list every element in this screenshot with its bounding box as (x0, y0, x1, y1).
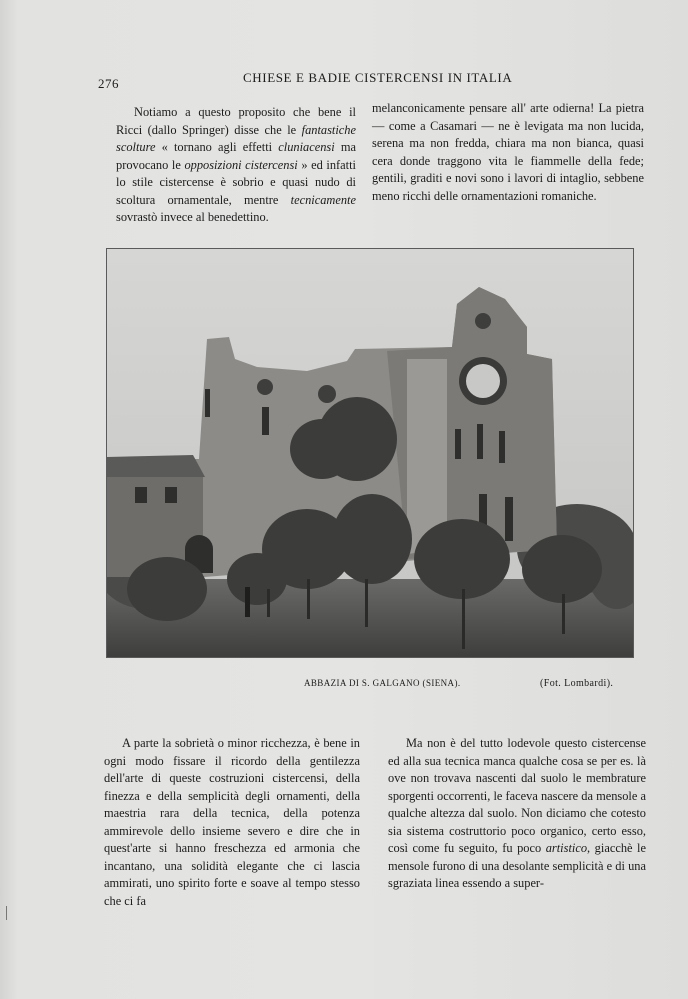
paragraph (388, 735, 646, 893)
italic-run: cluniacensi (278, 140, 335, 154)
running-title: CHIESE E BADIE CISTERCENSI IN ITALIA (243, 70, 513, 85)
text-run: » ed infatti lo stile cistercense è sobrio e quasi nudo di scoltura ornamentale, mentre (116, 157, 356, 207)
page-header (98, 70, 646, 92)
paragraph: A parte la sobrietà o minor ricchezza, è bene in ogni modo fissare il ricordo della gentilezza dell'arte di queste costruzioni cistercensi, della finezza e della semplicità degli ornamenti, della maestria rara della tecnica, della potenza ammirevole dello insieme severo e dire che in quest'arte si hanno freschezza ed armonia che incantano, una solidità elegante che ci lascia ammirati, uno spirito forte e soave al tempo stesso che ci fa (104, 736, 360, 908)
text-column-top-right (372, 100, 644, 205)
text-run: , giacchè le mensole furono di una desolante semplicità e di una sgraziata linea essendo a super- (388, 841, 647, 890)
italic-run: opposizioni cistercensi (184, 157, 298, 172)
text-run: sovrastò invece al benedettino. (116, 210, 269, 224)
text-column-bottom-right (388, 735, 646, 893)
italic-run: tecnicamente (290, 192, 356, 207)
text-column-top-left (116, 104, 356, 227)
text-run: Ma non è del tutto lodevole questo cistercense ed alla sua tecnica manca qualche cosa se per es. là ove non trovava nascenti dal suolo le membrature sporgenti occorrenti, le faceva nascere da mensole a qualche altezza dal suolo. Non diciamo che cotesto sia sistema costruttorio poco organico, certo esso, così come fu seguito, fu poco (388, 736, 646, 855)
text-run: ma provocano le (116, 140, 356, 172)
italic-run: artistico (545, 841, 588, 855)
text-run: « tornano agli effetti (155, 140, 279, 154)
figure-caption: ABBAZIA DI S. GALGANO (SIENA). (304, 678, 461, 688)
standing-figure (245, 587, 250, 617)
text-run: Notiamo a questo proposito che bene il Ricci (dallo Springer) disse che le (116, 105, 356, 137)
page-number: 276 (98, 76, 119, 91)
italic-run: fantastiche scolture (116, 122, 356, 154)
paragraph (116, 104, 356, 227)
abbey-photograph (106, 248, 634, 658)
text-column-bottom-left (104, 735, 360, 910)
margin-mark (6, 906, 7, 920)
paragraph: melanconicamente pensare all' arte odierna! La pietra — come a Casamari — ne è levigata ma non lucida, serena ma non fredda, chiara ma non bianca, quasi cera donde traggono vita le fiammelle della fede; gentili, graditi e novi sono i lavori di intaglio, sebbene meno ricchi delle ornamentazioni romaniche. (372, 101, 644, 203)
photo-credit: (Fot. Lombardi). (540, 678, 614, 689)
